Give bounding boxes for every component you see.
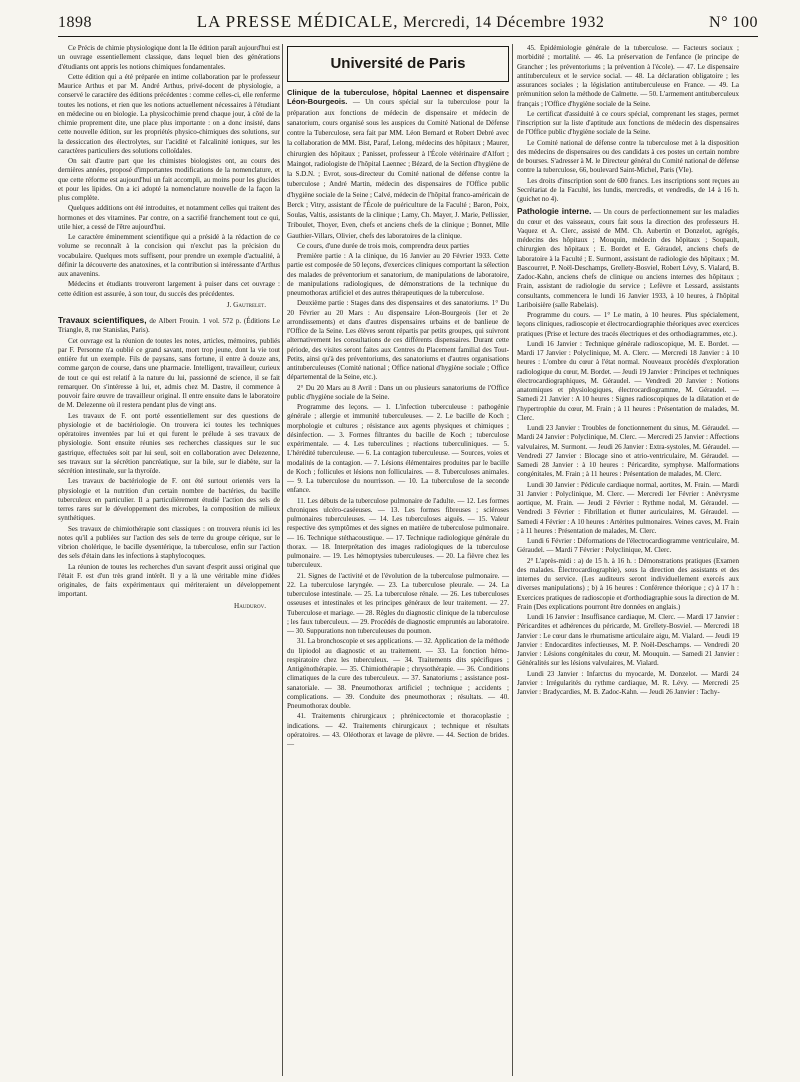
paragraph: Ce cours, d'une durée de trois mois, comprendra deux parties xyxy=(297,241,470,250)
paragraph: 11. Les débuts de la tuberculose pulmonaire de l'adulte. — 12. Les formes chroniques ulcéro-caséeuses. — 13. Les formes fibreuses ; scléroses pulmonaires tuberculeuses. — 14. Les tuberculoses aiguës. — 15. Valeur respective des symptômes et des signes en matière de tuberculose pulmonaire. — 16. Technique stéthacoustique. — 17. Technique radiologique générale du thorax. — 18. Interprétation des images radiologiques de la tuberculose pulmonaire. — 19. Les hémoptysies tuberculeuses. — 20. La fièvre chez les tuberculeux. xyxy=(287,496,509,570)
paragraph: Le caractère éminemment scientifique qui a présidé à la rédaction de ce volume se reconnaît à la concision qui n'exclut pas la précision du vocabulaire. Quelques mots suffisent, pour prendre un exemple d'actualité, à définir la découverte des anatoxines, et la contribution si intéressante d'Arthus aux anavenins. xyxy=(58,233,280,278)
column-right xyxy=(517,44,739,1074)
paragraph: Le Comité national de défense contre la tuberculose met à la disposition des médecins de dispensaires ou des candidats à ces postes un certain nombre de bourses. S'adresser à M. le Directeur général du Comité national de défense contre la tuberculose, 66, boulevard Saint-Michel, Paris (VIe). xyxy=(517,138,739,175)
issue-number: N° 100 xyxy=(709,14,758,31)
section-title-box: Université de Paris xyxy=(287,46,509,82)
paragraph: 2° Du 20 Mars au 8 Avril : Dans un ou plusieurs sanatoriums de l'Office public d'hygiène sociale de la Seine. xyxy=(287,383,509,401)
paragraph: 31. La bronchoscopie et ses applications. — 32. Application de la méthode du lipiodol au diagnostic et au traitement. — 33. La fonction hémo-respiratoire chez les tuberculeux. — 34. Traitements dits spécifiques ; Antigénothérapie. — 35. Chimiothérapie ; chrysothérapie. — 36. Conditions climatiques de la cure des tuberculeux. — 37. Sanatoriums ; assistance post-sanatoriale. — 38. Pneumothorax artificiel ; technique ; accidents ; complications. — 39. Conduite des pneumothorax ; résultats. — 40. Pneumothorax double. xyxy=(287,637,509,710)
review-title: Travaux scientifiques, xyxy=(58,315,147,325)
paragraph: Deuxième partie : Stages dans des dispensaires et des sanatoriums. 1° Du 20 Février au 20 Mars : Au dispensaire Léon-Bourgeois (1er et 2e arrondissements) et dans d'autres dispensaires urbains et de banlieue de l'Office de la Seine. Les élèves seront répartis par petits groupes, qui suivront alternativement les consultations de ces différents dispensaires. Durant cette période, des visites seront faites aux Centres du Placement familial des Tout-Petits, ainsi qu'à des préventoriums, des sanatoriums et d'autres organisations antituberculeuses (Comité national ; Office national d'hygiène sociale ; Office départemental de la Seine, etc.). xyxy=(287,299,509,382)
clinic-announcement xyxy=(287,88,509,241)
paragraph: On sait d'autre part que les chimistes biologistes ont, au cours des dernières années, proposé d'importantes modifications de la nomenclature, et que cette réforme est aujourd'hui un fait accompli, au moins pour les glucides et pour les lipides. On a ici adopté la nomenclature nouvelle de la façon la plus complète. xyxy=(58,157,280,202)
paragraph: 2° L'après-midi : a) de 15 h. à 16 h. : Démonstrations pratiques (Examen des malades. Électrocardiographie), sous la direction des assistants et des internes du service. (Les auditeurs seront individuellement exercés aux diverses manipulations) ; b) à 16 heures : Conférence théorique ; c) à 17 h : Exercices pratiques de radioscopie et d'orthodiagraphie sous la direction de M. Frain (Des explications pourront être données en anglais.) xyxy=(517,556,739,611)
pathology-text: — Un cours de perfectionnement sur les maladies du cœur et des vaisseaux, cours fait sous la direction des professeurs H. Vaquez et A. Clerc, assisté de MM. Ch. Aubertin et Donzelot, agrégés, médecins des hôpitaux ; Mouquin, médecin des hôpitaux ; Soupault, chirurgien des hôpitaux ; E. Bordet et E. Géraudel, anciens chefs de laboratoire à la Faculté ; E. Surmont, assistant de radiologie des hôpitaux ; M. Bascourret, P. Noël-Deschamps, Grellety-Bosviel, Robert Lévy, S. Vialard, B. Zadoc-Kahn, anciens chefs de clinique ou anciens internes des hôpitaux ; Frain, assistant de radiologie du service ; Lefèvre et Lessard, assistants consultants, commencera le lundi 16 Janvier 1933, à 10 heures, à l'hôpital Lariboisière (salle Rabelais). xyxy=(517,208,739,309)
pathology-heading: Pathologie interne. xyxy=(517,207,592,217)
author-signature: Haudurov. xyxy=(234,601,266,610)
column-middle xyxy=(287,44,509,1074)
paragraph: Médecins et étudiants trouveront largement à puiser dans cet ouvrage : cette édition est assurée, à son tour, du succès des précédentes. xyxy=(58,280,280,298)
clinic-text: — Un cours spécial sur la tuberculose pour la préparation aux fonctions de médecin de dispensaire et médecin de sanatorium, cours organisé sous les auspices du Comité National de Défense contre la Tuberculose, sera fait par MM. Léon Bernard et Robert Debré avec la collaboration de MM. Bist, Paraf, Lelong, médecins des hôpitaux ; Maurer, chirurgien des hôpitaux ; Panisset, professeur à l'École vétérinaire d'Alfort ; Maingot, radiologiste de l'hôpital Laennec ; Bézard, de la Section d'hygiène de la S.D.N. ; Evrot, sous-directeur du Comité national de défense contre la tuberculose ; André Martin, médecin des dispensaires de l'Office public d'hygiène sociale de la Seine ; Calvé, médecin de l'hôpital franco-américain de Berck ; Vitry, assistant de l'École de puériculture de la Faculté ; Baron, Poix, Soulas, Valtis, assistants de la clinique ; Lamy, Ch. Mayer, J. Marie, Pellissier, Triboulet, Thoyer, Even, chefs et anciens chefs de la clinique ; Bonnet, Mlle Gauthier-Villars, Olivier, chefs des laboratoires de la clinique. xyxy=(287,98,509,240)
column-divider xyxy=(512,44,513,1076)
issue-date: Mercredi, 14 Décembre 1932 xyxy=(402,14,605,31)
paragraph: Les travaux de F. ont porté essentiellement sur des questions de physiologie et de bactériologie. On trouvera ici toutes les techniques opératoires inventées par lui et qui furent le prélude à ses travaux de physiologie. Sont ensuite réunies ses recherches classiques sur le suc gastrique, effectuées soit par lui seul, soit en collaboration avec Delezenne, ses travaux sur la sécrétion pancréatique, sur la bile, sur le diabète, sur la sécrétion intestinale, sur la thyroïde. xyxy=(58,411,280,475)
running-header xyxy=(58,12,758,36)
review-reference: de Albert Frouin. 1 vol. 572 p. (Éditions Le Triangle, 8, rue Stanislas, Paris). xyxy=(58,317,280,335)
paragraph: Lundi 6 Février : Déformations de l'électrocardiogramme ventriculaire, M. Géraudel. — Mardi 7 Février : Polyclinique, M. Clerc. xyxy=(517,537,739,555)
paragraph: Ses travaux de chimiothérapie sont classiques : on trouvera réunis ici les notes qu'il a publiées sur l'action des sels de terre du groupe cérique, sur le vibrion cholérique, le bacille dysentérique, la tuberculose, enfin sur l'action des sels d'étain dans les infections à staphylocoques. xyxy=(58,524,280,561)
clinic-heading: Clinique de la tuberculose, hôpital Laennec et dispensaire Léon-Bourgeois. xyxy=(287,88,509,107)
pathology-announcement xyxy=(517,207,739,310)
paragraph: Lundi 23 Janvier : Troubles de fonctionnement du sinus, M. Géraudel. — Mardi 24 Janvier : Polyclinique, M. Clerc. — Mercredi 25 Janvier : Affections valvulaires, M. Surmont. — Jeudi 26 Janvier : Extra-systoles, M. Géraudel. — Vendredi 27 Janvier : Blocage sino et atrio-ventriculaire, M. Géraudel. — Samedi 28 Janvier : à 10 heures : Péricardite, symphyse. Malformations congénitales, M. Frain ; à 11 heures : Présentation de malades, M. Clerc. xyxy=(517,424,739,479)
paragraph: 45. Épidémiologie générale de la tuberculose. — Facteurs sociaux ; morbidité ; mortalité. — 46. La préservation de l'enfance (le principe de Grancher ; les préventoriums ; la prévention à l'école). — 47. Le dispensaire antituberculeux et le service social. — 48. La déclaration obligatoire ; les assurances sociales ; la législation antituberculeuse en France. — 49. La prémunition selon la méthode de Calmette. — 50. L'armement antituberculeux français ; l'Office d'hygiène sociale de la Seine. xyxy=(517,44,739,108)
paragraph: Programme du cours. — 1° Le matin, à 10 heures. Plus spécialement, leçons cliniques, radioscopie et électrocardiographie théoriques avec exercices pratiques (Prise et lecture des tracés électriques et des orthodiagrammes, etc.). xyxy=(517,311,739,338)
column-divider xyxy=(282,44,283,1076)
paragraph: Les travaux de bactériologie de F. ont été surtout orientés vers la physiologie et la nutrition d'un certain nombre de bactéries, du bacille tuberculeux en particulier. Il a particulièrement étudié l'action des sels de terres rares sur le développement des microbes, la composition de milieux synthétiques. xyxy=(58,477,280,523)
page-number: 1898 xyxy=(58,14,92,31)
review-heading xyxy=(58,316,280,336)
column-left xyxy=(58,44,280,1074)
paragraph: Lundi 30 Janvier : Pédicule cardiaque normal, aortites, M. Frain. — Mardi 31 Janvier : Polyclinique, M. Clerc. — Mercredi 1er Février : Anévrysme aortique, M. Frain. — Jeudi 2 Février : Rythme nodal, M. Géraudel. — Vendredi 3 Février : Fibrillation et flutter auriculaires, M. Géraudel. — Samedi 4 Février : A 10 heures : Artérites pulmonaires. Veines caves, M. Frain ; à 11 heures : Présentation de malades, M. Clerc. xyxy=(517,480,739,535)
paragraph: La réunion de toutes les recherches d'un savant d'esprit aussi original que l'était F. est d'un très grand intérêt. Il y a là une véritable mine d'idées originales, de faits expérimentaux qui mériteraient un développement important. xyxy=(58,562,280,599)
paragraph: Lundi 16 Janvier : Technique générale radioscopique, M. E. Bordet. — Mardi 17 Janvier : Polyclinique, M. A. Clerc. — Mercredi 18 Janvier : à 10 heures : L'ombre du cœur à l'état normal. Nouveaux procédés d'exploration radiologique du cœur, M. Bordet. — Jeudi 19 Janvier : Principes et techniques électrocardiographiques, M. Géraudel. — Vendredi 20 Janvier : Notions anatomiques et physiologiques, électrocardiogramme, M. Géraudel. — Samedi 21 Janvier : A 10 heures : Signes radioscopiques de la dilatation et de l'hypertrophie du cœur, M. Frain ; à 11 heures : Présentation de malades, M. Clerc. xyxy=(517,339,739,422)
paragraph: 21. Signes de l'activité et de l'évolution de la tuberculose pulmonaire. — 22. La tuberculose laryngée. — 23. La tuberculose pleurale. — 24. La tuberculose intestinale. — 25. La tuberculose rénale. — 26. Les tuberculoses osseuses et intestinales et les principes généraux de leur traitement. — 27. Tuberculose et mariage. — 28. Règles du diagnostic clinique de la tuberculose ; les faux tuberculeux. — 29. Procédés de diagnostic empruntés au laboratoire. — 30. Suppurations non tuberculeuses du poumon. xyxy=(287,571,509,635)
paragraph: Première partie : A la clinique, du 16 Janvier au 20 Février 1933. Cette partie est composée de 50 leçons, d'exercices cliniques comportant la sélection des malades de préventorium et sanatorium, de manipulations de laboratoire, de manipulations radiologiques, de démonstrations de la technique du pneumothorax artificiel et des autres thérapeutiques de la tuberculose. xyxy=(287,252,509,297)
paragraph: Les droits d'inscription sont de 600 francs. Les inscriptions sont reçues au Secrétariat de la Faculté, les lundis, mercredis, et vendredis, de 14 à 16 h. (guichet no 4). xyxy=(517,176,739,203)
author-signature: J. Gautrelet. xyxy=(226,300,266,309)
journal-title: LA PRESSE MÉDICALE, xyxy=(196,12,399,31)
paragraph: Quelques additions ont été introduites, et notamment celles qui traitent des hormones et des vitamines. Par contre, on a sacrifié franchement tout ce qui, utile hier, a cessé de l'être aujourd'hui. xyxy=(58,204,280,231)
paragraph: Cet ouvrage est la réunion de toutes les notes, articles, mémoires, publiés par F. Personne n'a oublié ce grand savant, mort trop jeune, dont la vie tout entière fut un exemple. Fils de paysans, sans fortune, il entre à douze ans, comme garçon de course, dans une pharmacie. Intelligent, travailleur, curieux de tout ce qui est relatif à la nature du lui, passionné de science, il se fait remarquer. On s'intéresse à lui, et, admis chez M. Dastre, il commence à pouvoir faire œuvre de travailleur original. Il entre ensuite dans le laboratoire de M. Delezenne où il restera pendant plus de vingt ans. xyxy=(58,336,280,410)
paragraph: Lundi 16 Janvier : Insuffisance cardiaque, M. Clerc. — Mardi 17 Janvier : Péricardites et adhérences du péricarde, M. Grellety-Bosviel. — Mercredi 18 Janvier : Le cœur dans le rhumatisme articulaire aigu, M. Vialard. — Jeudi 19 Janvier : Endocardites infectieuses, M. P. Noël-Deschamps. — Vendredi 20 Janvier : Lésions congénitales du cœur, M. Mouquin. — Samedi 21 Janvier : Généralités sur les lésions valvulaires, M. Vialard. xyxy=(517,613,739,668)
header-rule xyxy=(58,36,758,37)
paragraph: Programme des leçons. — 1. L'infection tuberculeuse : pathogénie générale ; allergie et immunité tuberculeuses. — 2. Le bacille de Koch ; morphologie et cultures ; résistance aux agents physiques et chimiques ; désinfection. — 3. Formes filtrantes du bacille de Koch ; tuberculose expérimentale. — 4. Les tuberculines ; réactions tuberculiniques. — 5. L'hérédité tuberculeuse. — 6. La contagion tuberculeuse. — Sources, voies et modalités de la contagion. — 7. Lésions élémentaires produites par le bacille de Koch ; follicules et lésions non folliculaires. — 8. Tuberculoses animales. — 9. La tuberculose du nourrisson. — 10. La tuberculose de la seconde enfance. xyxy=(287,403,509,495)
paragraph: Cette édition qui a été préparée en intime collaboration par le professeur Maurice Arthus et par M. André Arthus, privé-docent de physiologie, a conservé le caractère des éditions précédentes : comme celles-ci, elle renferme toutes les notions, et rien que les notions actuellement nécessaires à l'étudiant en médecine ou en biologie. La physicochimie prend chaque jour, à côté de la chimie proprement dite, une place plus importante : on a donc insisté, dans cette nouvelle édition, sur les propriétés physico-chimiques des solutions, sur la dessiccation des électrolytes, sur l'acidité et l'alcalinité ioniques, sur les caractères particuliers des solutions colloïdales. xyxy=(58,72,280,155)
paragraph: Lundi 23 Janvier : Infarctus du myocarde, M. Donzelot. — Mardi 24 Janvier : Irrégularités du rythme cardiaque, M. R. Lévy. — Mercredi 25 Janvier : Bradycardies, M. B. Zadoc-Kahn. — Jeudi 26 Janvier : Tachy- xyxy=(517,669,739,696)
paragraph: Le certificat d'assiduité à ce cours spécial, comprenant les stages, permet l'inscription sur la liste d'aptitude aux fonctions de médecin des dispensaires de l'Office public d'hygiène sociale de la Seine. xyxy=(517,109,739,137)
paragraph: 41. Traitements chirurgicaux ; phrénicectomie et thoracoplastie ; indications. — 42. Traitements chirurgicaux ; technique et résultats opératoires. — 43. Oléothorax et lavage de plèvre. — 44. Section de brides. — xyxy=(287,712,509,748)
paragraph: Ce Précis de chimie physiologique dont la IIe édition paraît aujourd'hui est un ouvrage essentiellement classique, dans lequel bien des générations d'étudiants ont appris les notions chimiques fondamentales. xyxy=(58,44,280,71)
